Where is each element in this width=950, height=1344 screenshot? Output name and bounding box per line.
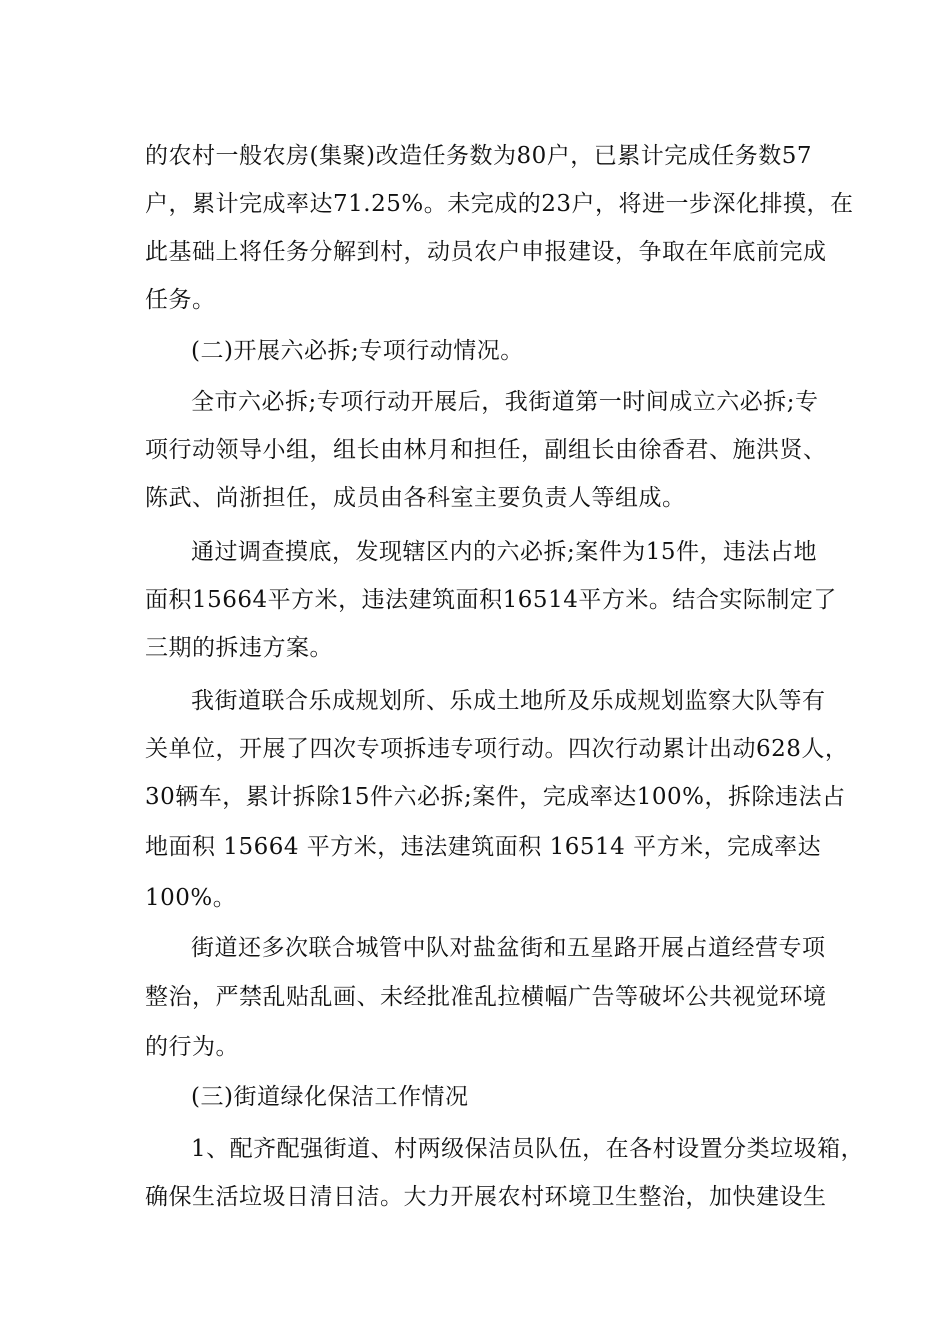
text-line: 三期的拆违方案。 bbox=[145, 635, 333, 661]
text-line: 整治，严禁乱贴乱画、未经批准乱拉横幅广告等破坏公共视觉环境 bbox=[145, 984, 827, 1010]
text-line: 任务。 bbox=[145, 287, 216, 313]
section-heading: (三)街道绿化保洁工作情况 bbox=[191, 1084, 469, 1110]
text-line: 1、配齐配强街道、村两级保洁员队伍，在各村设置分类垃圾箱， bbox=[191, 1136, 865, 1162]
text-line: 户，累计完成率达71.25%。未完成的23户，将进一步深化排摸，在 bbox=[145, 191, 854, 217]
text-line: 确保生活垃圾日清日洁。大力开展农村环境卫生整治，加快建设生 bbox=[145, 1184, 827, 1210]
text-line: 地面积 15664 平方米，违法建筑面积 16514 平方米，完成率达 bbox=[145, 834, 822, 860]
text-line: 我街道联合乐成规划所、乐成土地所及乐成规划监察大队等有 bbox=[191, 688, 826, 714]
text-line: 的农村一般农房(集聚)改造任务数为80户，已累计完成任务数57 bbox=[145, 143, 812, 169]
text-line: 陈武、尚浙担任，成员由各科室主要负责人等组成。 bbox=[145, 485, 686, 511]
text-line: 项行动领导小组，组长由林月和担任，副组长由徐香君、施洪贤、 bbox=[145, 437, 827, 463]
text-line: 关单位，开展了四次专项拆违专项行动。四次行动累计出动628人， bbox=[145, 736, 849, 762]
text-line: 的行为。 bbox=[145, 1034, 239, 1060]
text-line: 100%。 bbox=[145, 885, 237, 911]
text-line: 全市六必拆;专项行动开展后，我街道第一时间成立六必拆;专 bbox=[191, 389, 819, 415]
text-line: 面积15664平方米，违法建筑面积16514平方米。结合实际制定了 bbox=[145, 587, 837, 613]
section-heading: (二)开展六必拆;专项行动情况。 bbox=[191, 338, 524, 364]
text-line: 此基础上将任务分解到村，动员农户申报建设，争取在年底前完成 bbox=[145, 239, 827, 265]
text-line: 30辆车，累计拆除15件六必拆;案件，完成率达100%，拆除违法占 bbox=[145, 784, 846, 810]
text-line: 街道还多次联合城管中队对盐盆街和五星路开展占道经营专项 bbox=[191, 935, 826, 961]
text-line: 通过调查摸底，发现辖区内的六必拆;案件为15件，违法占地 bbox=[191, 539, 818, 565]
